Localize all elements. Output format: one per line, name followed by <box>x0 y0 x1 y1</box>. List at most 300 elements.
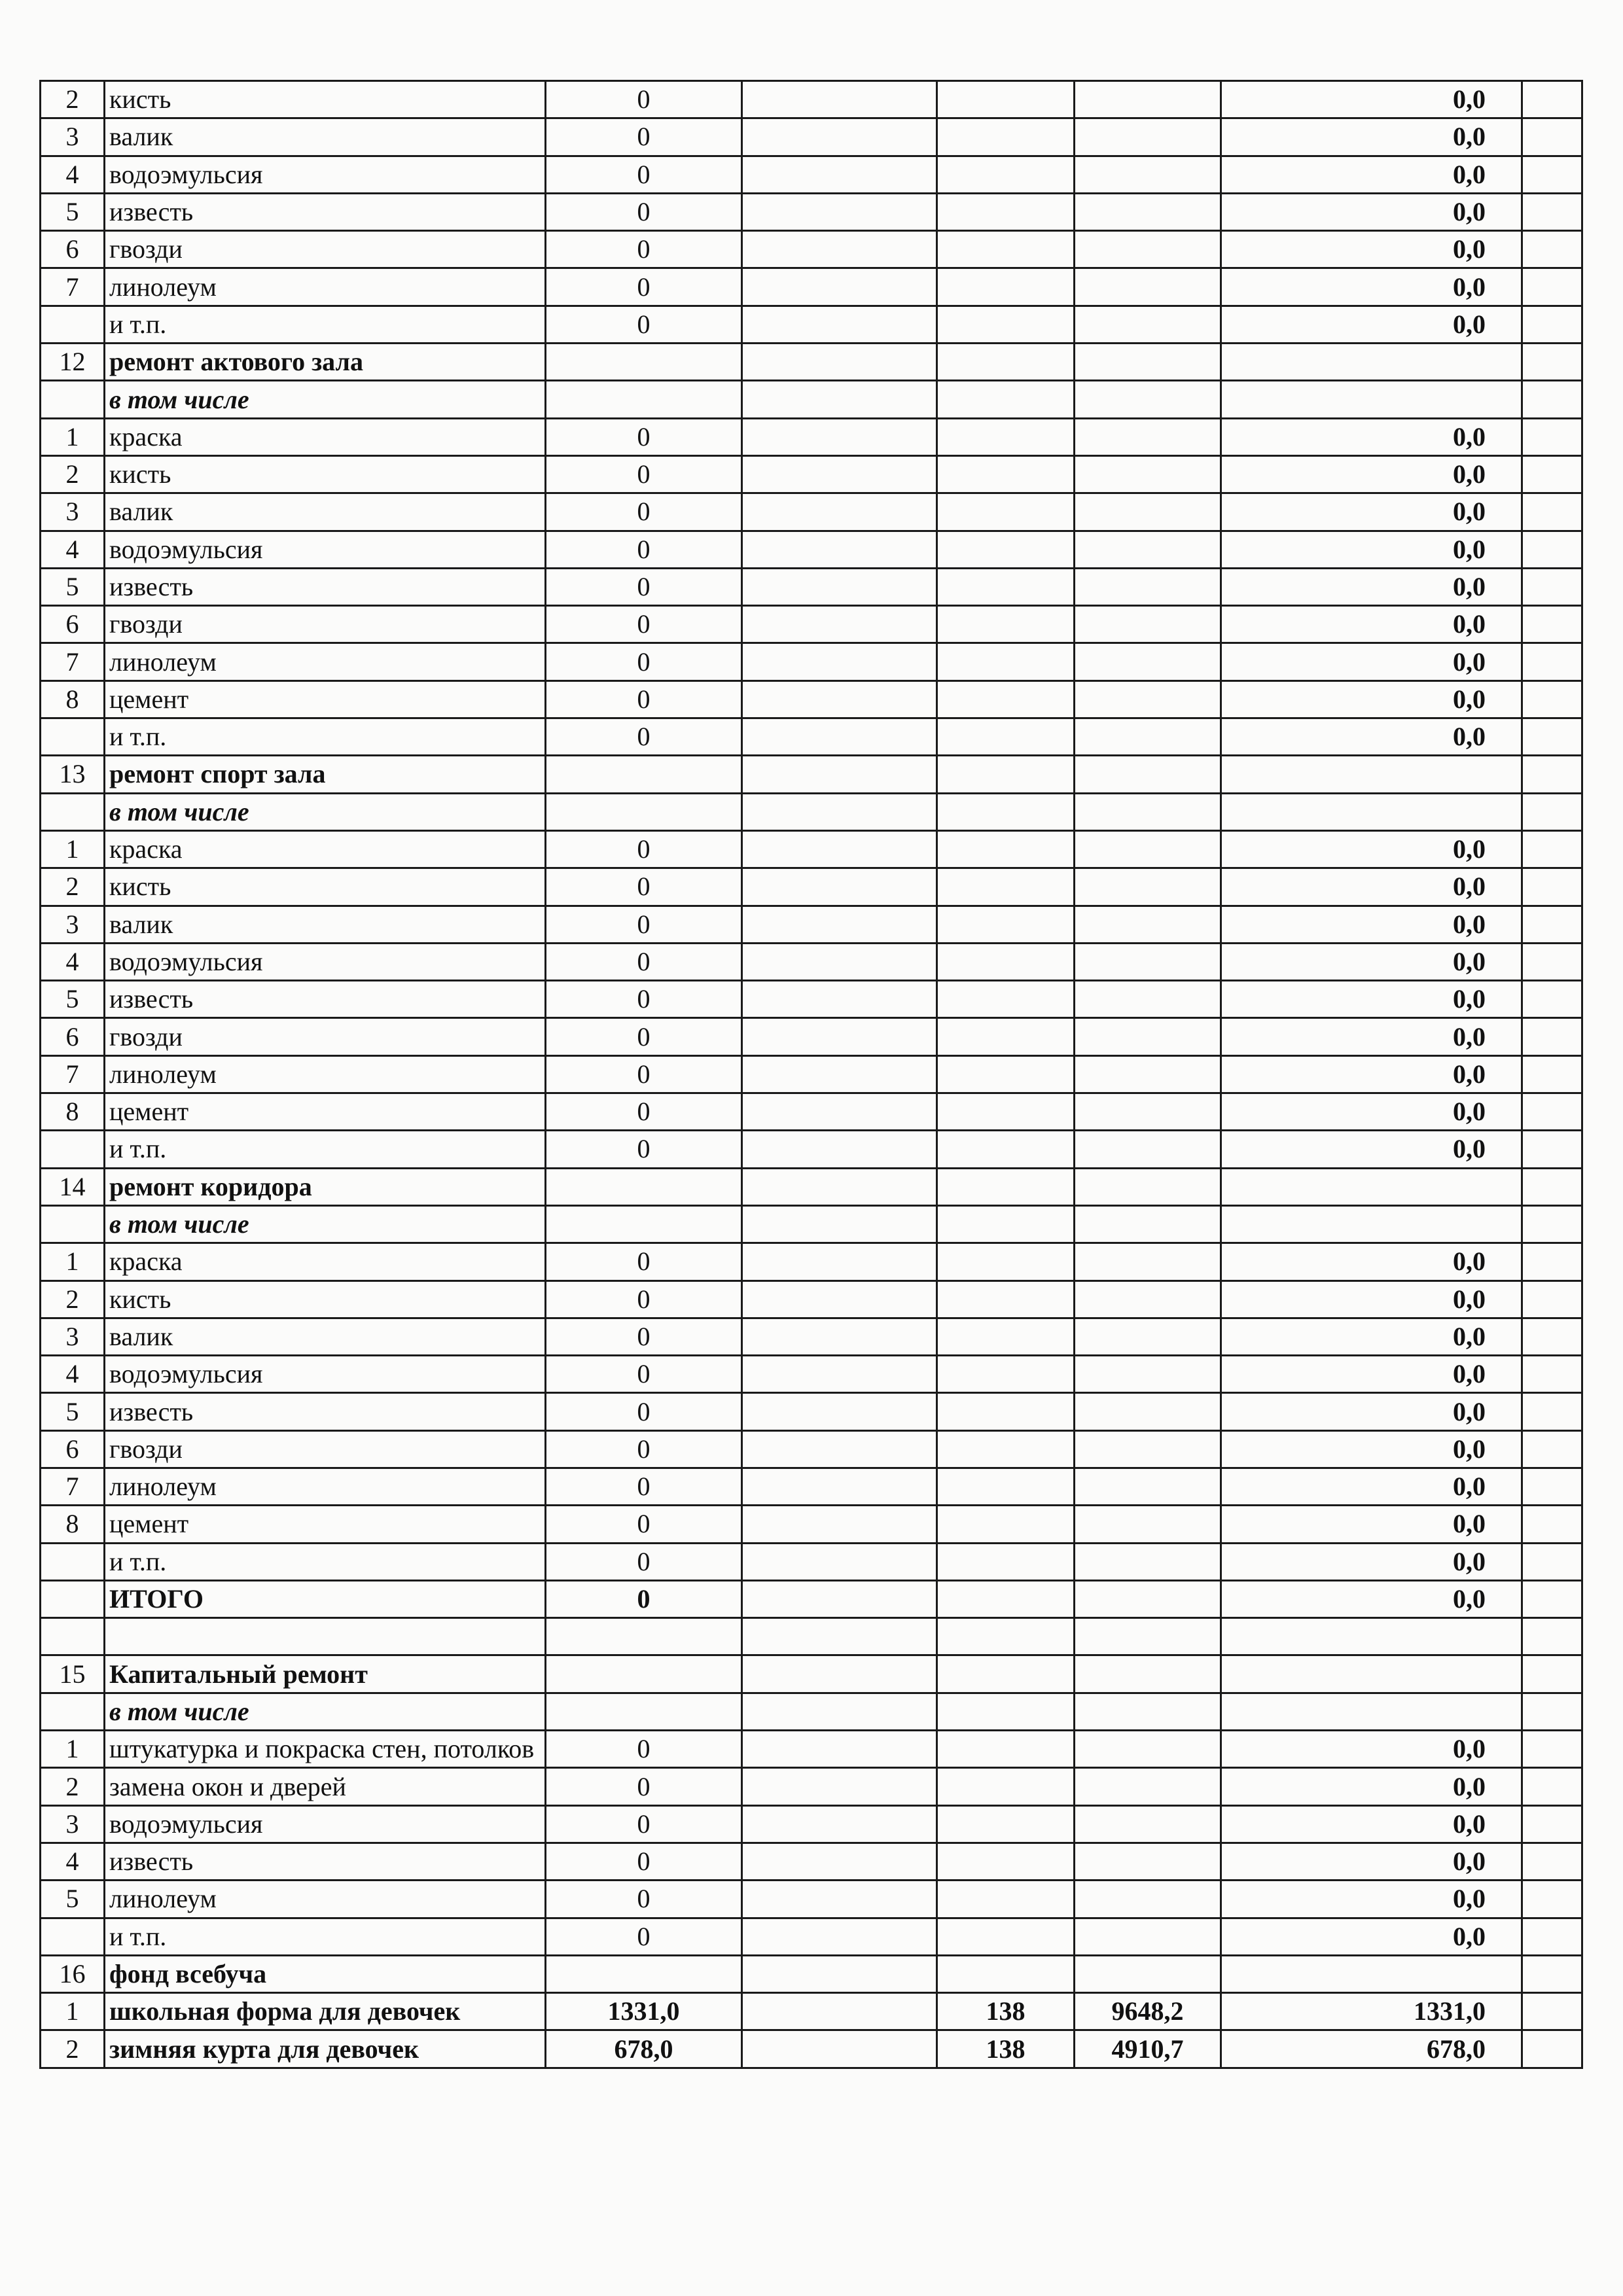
extra-cell <box>742 306 937 343</box>
sum-cell <box>1075 1205 1221 1243</box>
note-cell <box>1522 1430 1582 1468</box>
sum-cell <box>1075 943 1221 980</box>
extra-cell <box>742 344 937 381</box>
sum-cell <box>1075 1955 1221 1992</box>
amount-cell: 0 <box>546 1843 742 1880</box>
table-row <box>41 868 1582 906</box>
quantity-cell <box>937 568 1075 605</box>
amount-cell: 0 <box>546 1280 742 1318</box>
total-cell <box>1221 381 1522 418</box>
quantity-cell <box>937 1955 1075 1992</box>
extra-cell <box>742 1205 937 1243</box>
sum-cell <box>1075 1018 1221 1055</box>
extra-cell <box>742 1768 937 1805</box>
note-cell <box>1522 2030 1582 2068</box>
table-row <box>41 981 1582 1018</box>
total-cell: 0,0 <box>1221 1918 1522 1955</box>
total-cell: 0,0 <box>1221 1055 1522 1093</box>
total-cell: 0,0 <box>1221 193 1522 230</box>
extra-cell <box>742 1055 937 1093</box>
row-number-cell: 7 <box>41 268 105 306</box>
quantity-cell <box>937 1131 1075 1168</box>
total-cell: 0,0 <box>1221 1093 1522 1131</box>
quantity-cell <box>937 1655 1075 1693</box>
sum-cell <box>1075 1655 1221 1693</box>
row-number-cell: 7 <box>41 1055 105 1093</box>
total-cell: 0,0 <box>1221 1805 1522 1843</box>
note-cell <box>1522 1205 1582 1243</box>
note-cell <box>1522 306 1582 343</box>
quantity-cell <box>937 1693 1075 1730</box>
table-row <box>41 793 1582 830</box>
sum-cell <box>1075 981 1221 1018</box>
sum-cell <box>1075 1468 1221 1505</box>
amount-cell: 0 <box>546 418 742 455</box>
sum-cell <box>1075 680 1221 718</box>
extra-cell <box>742 680 937 718</box>
extra-cell <box>742 1131 937 1168</box>
amount-cell: 0 <box>546 1580 742 1617</box>
quantity-cell <box>937 1430 1075 1468</box>
sum-cell <box>1075 1805 1221 1843</box>
item-name-cell: ИТОГО <box>105 1580 546 1617</box>
extra-cell <box>742 981 937 1018</box>
amount-cell: 678,0 <box>546 2030 742 2068</box>
sum-cell <box>1075 1356 1221 1393</box>
row-number-cell: 6 <box>41 1018 105 1055</box>
item-name-cell <box>105 1618 546 1655</box>
row-number-cell <box>41 718 105 756</box>
amount-cell: 0 <box>546 118 742 156</box>
total-cell: 0,0 <box>1221 493 1522 531</box>
total-cell: 0,0 <box>1221 418 1522 455</box>
quantity-cell <box>937 1055 1075 1093</box>
amount-cell: 0 <box>546 1918 742 1955</box>
sum-cell <box>1075 531 1221 568</box>
total-cell: 0,0 <box>1221 1843 1522 1880</box>
table-row <box>41 1955 1582 1992</box>
amount-cell: 0 <box>546 231 742 268</box>
item-name-cell: цемент <box>105 680 546 718</box>
item-name-cell: валик <box>105 1318 546 1355</box>
extra-cell <box>742 568 937 605</box>
total-cell: 0,0 <box>1221 1468 1522 1505</box>
item-name-cell: ремонт актового зала <box>105 344 546 381</box>
row-number-cell: 3 <box>41 118 105 156</box>
sum-cell <box>1075 756 1221 793</box>
item-name-cell: и т.п. <box>105 1918 546 1955</box>
row-number-cell: 7 <box>41 1468 105 1505</box>
table-row <box>41 1543 1582 1580</box>
amount-cell: 0 <box>546 1243 742 1280</box>
table-row <box>41 455 1582 493</box>
item-name-cell: линолеум <box>105 1468 546 1505</box>
quantity-cell <box>937 1580 1075 1617</box>
quantity-cell <box>937 118 1075 156</box>
table-row <box>41 1618 1582 1655</box>
quantity-cell <box>937 1093 1075 1131</box>
item-name-cell: кисть <box>105 1280 546 1318</box>
note-cell <box>1522 455 1582 493</box>
table-row <box>41 1693 1582 1730</box>
row-number-cell: 6 <box>41 606 105 643</box>
amount-cell <box>546 1205 742 1243</box>
row-number-cell: 16 <box>41 1955 105 1992</box>
note-cell <box>1522 1280 1582 1318</box>
quantity-cell <box>937 1356 1075 1393</box>
quantity-cell <box>937 718 1075 756</box>
amount-cell: 0 <box>546 643 742 680</box>
note-cell <box>1522 1805 1582 1843</box>
table-row <box>41 344 1582 381</box>
item-name-cell: линолеум <box>105 1055 546 1093</box>
extra-cell <box>742 1393 937 1430</box>
quantity-cell <box>937 1543 1075 1580</box>
amount-cell <box>546 381 742 418</box>
quantity-cell <box>937 1843 1075 1880</box>
table-row <box>41 1393 1582 1430</box>
quantity-cell <box>937 1918 1075 1955</box>
amount-cell: 0 <box>546 1768 742 1805</box>
table-row <box>41 1093 1582 1131</box>
quantity-cell <box>937 1468 1075 1505</box>
total-cell: 0,0 <box>1221 718 1522 756</box>
table-row <box>41 306 1582 343</box>
note-cell <box>1522 1955 1582 1992</box>
item-name-cell: цемент <box>105 1093 546 1131</box>
quantity-cell <box>937 943 1075 980</box>
quantity-cell <box>937 1618 1075 1655</box>
extra-cell <box>742 418 937 455</box>
extra-cell <box>742 268 937 306</box>
total-cell: 1331,0 <box>1221 1993 1522 2030</box>
extra-cell <box>742 1843 937 1880</box>
quantity-cell <box>937 268 1075 306</box>
amount-cell: 0 <box>546 1018 742 1055</box>
extra-cell <box>742 156 937 193</box>
row-number-cell: 1 <box>41 830 105 868</box>
amount-cell: 0 <box>546 1055 742 1093</box>
quantity-cell <box>937 981 1075 1018</box>
amount-cell <box>546 1693 742 1730</box>
row-number-cell: 3 <box>41 1805 105 1843</box>
sum-cell <box>1075 81 1221 118</box>
row-number-cell: 2 <box>41 1280 105 1318</box>
row-number-cell: 1 <box>41 1243 105 1280</box>
note-cell <box>1522 1693 1582 1730</box>
extra-cell <box>742 1731 937 1768</box>
extra-cell <box>742 1618 937 1655</box>
sum-cell <box>1075 193 1221 230</box>
amount-cell: 0 <box>546 1393 742 1430</box>
item-name-cell: замена окон и дверей <box>105 1768 546 1805</box>
total-cell <box>1221 1618 1522 1655</box>
item-name-cell: и т.п. <box>105 306 546 343</box>
total-cell: 0,0 <box>1221 1543 1522 1580</box>
item-name-cell: линолеум <box>105 268 546 306</box>
note-cell <box>1522 1356 1582 1393</box>
extra-cell <box>742 606 937 643</box>
quantity-cell <box>937 81 1075 118</box>
estimate-table <box>39 80 1583 2069</box>
item-name-cell: известь <box>105 1393 546 1430</box>
row-number-cell <box>41 1693 105 1730</box>
amount-cell: 0 <box>546 1356 742 1393</box>
sum-cell: 9648,2 <box>1075 1993 1221 2030</box>
sum-cell <box>1075 156 1221 193</box>
note-cell <box>1522 81 1582 118</box>
total-cell: 0,0 <box>1221 643 1522 680</box>
amount-cell <box>546 1168 742 1205</box>
table-row <box>41 1168 1582 1205</box>
extra-cell <box>742 793 937 830</box>
sum-cell <box>1075 606 1221 643</box>
sum-cell <box>1075 1618 1221 1655</box>
note-cell <box>1522 1393 1582 1430</box>
sum-cell <box>1075 906 1221 943</box>
note-cell <box>1522 1580 1582 1617</box>
total-cell: 0,0 <box>1221 1430 1522 1468</box>
note-cell <box>1522 756 1582 793</box>
sum-cell <box>1075 643 1221 680</box>
table-row <box>41 718 1582 756</box>
extra-cell <box>742 1543 937 1580</box>
quantity-cell <box>937 1393 1075 1430</box>
note-cell <box>1522 793 1582 830</box>
extra-cell <box>742 1093 937 1131</box>
extra-cell <box>742 455 937 493</box>
row-number-cell: 5 <box>41 1881 105 1918</box>
extra-cell <box>742 1430 937 1468</box>
quantity-cell <box>937 344 1075 381</box>
total-cell: 0,0 <box>1221 306 1522 343</box>
table-row <box>41 756 1582 793</box>
sum-cell <box>1075 268 1221 306</box>
sum-cell <box>1075 568 1221 605</box>
sum-cell <box>1075 455 1221 493</box>
quantity-cell <box>937 606 1075 643</box>
amount-cell: 0 <box>546 868 742 906</box>
item-name-cell: валик <box>105 906 546 943</box>
extra-cell <box>742 830 937 868</box>
note-cell <box>1522 1093 1582 1131</box>
extra-cell <box>742 1693 937 1730</box>
note-cell <box>1522 680 1582 718</box>
item-name-cell: известь <box>105 193 546 230</box>
row-number-cell: 6 <box>41 1430 105 1468</box>
total-cell: 0,0 <box>1221 943 1522 980</box>
table-row <box>41 1055 1582 1093</box>
row-number-cell <box>41 1131 105 1168</box>
quantity-cell <box>937 1280 1075 1318</box>
quantity-cell <box>937 531 1075 568</box>
table-row <box>41 156 1582 193</box>
total-cell <box>1221 1205 1522 1243</box>
item-name-cell: известь <box>105 568 546 605</box>
total-cell: 0,0 <box>1221 906 1522 943</box>
item-name-cell: гвозди <box>105 231 546 268</box>
total-cell: 0,0 <box>1221 118 1522 156</box>
item-name-cell: краска <box>105 1243 546 1280</box>
extra-cell <box>742 1918 937 1955</box>
item-name-cell: цемент <box>105 1506 546 1543</box>
note-cell <box>1522 981 1582 1018</box>
table-row <box>41 1805 1582 1843</box>
note-cell <box>1522 1018 1582 1055</box>
sum-cell <box>1075 1243 1221 1280</box>
item-name-cell: кисть <box>105 868 546 906</box>
row-number-cell <box>41 1618 105 1655</box>
note-cell <box>1522 1768 1582 1805</box>
amount-cell: 0 <box>546 718 742 756</box>
item-name-cell: краска <box>105 830 546 868</box>
quantity-cell <box>937 756 1075 793</box>
table-row <box>41 493 1582 531</box>
sum-cell <box>1075 1731 1221 1768</box>
sum-cell <box>1075 1280 1221 1318</box>
note-cell <box>1522 1881 1582 1918</box>
total-cell: 0,0 <box>1221 1731 1522 1768</box>
row-number-cell: 5 <box>41 981 105 1018</box>
note-cell <box>1522 1468 1582 1505</box>
item-name-cell: гвозди <box>105 1430 546 1468</box>
item-name-cell: гвозди <box>105 606 546 643</box>
extra-cell <box>742 1993 937 2030</box>
sum-cell <box>1075 381 1221 418</box>
row-number-cell <box>41 793 105 830</box>
table-row <box>41 1468 1582 1505</box>
quantity-cell <box>937 906 1075 943</box>
quantity-cell <box>937 643 1075 680</box>
table-row <box>41 1731 1582 1768</box>
item-name-cell: валик <box>105 118 546 156</box>
note-cell <box>1522 1506 1582 1543</box>
table-row <box>41 418 1582 455</box>
total-cell <box>1221 1693 1522 1730</box>
table-row <box>41 231 1582 268</box>
total-cell: 0,0 <box>1221 1768 1522 1805</box>
row-number-cell: 4 <box>41 1843 105 1880</box>
extra-cell <box>742 643 937 680</box>
amount-cell: 0 <box>546 531 742 568</box>
total-cell: 0,0 <box>1221 268 1522 306</box>
sum-cell <box>1075 1768 1221 1805</box>
amount-cell <box>546 1618 742 1655</box>
amount-cell <box>546 793 742 830</box>
quantity-cell <box>937 418 1075 455</box>
note-cell <box>1522 1243 1582 1280</box>
item-name-cell: водоэмульсия <box>105 1805 546 1843</box>
amount-cell: 1331,0 <box>546 1993 742 2030</box>
note-cell <box>1522 418 1582 455</box>
row-number-cell: 13 <box>41 756 105 793</box>
note-cell <box>1522 156 1582 193</box>
table-row <box>41 81 1582 118</box>
sum-cell <box>1075 1843 1221 1880</box>
extra-cell <box>742 231 937 268</box>
item-name-cell: фонд всебуча <box>105 1955 546 1992</box>
sum-cell <box>1075 793 1221 830</box>
extra-cell <box>742 1881 937 1918</box>
row-number-cell: 2 <box>41 1768 105 1805</box>
note-cell <box>1522 1843 1582 1880</box>
note-cell <box>1522 868 1582 906</box>
row-number-cell <box>41 1580 105 1617</box>
item-name-cell: ремонт спорт зала <box>105 756 546 793</box>
total-cell <box>1221 1655 1522 1693</box>
total-cell: 0,0 <box>1221 531 1522 568</box>
note-cell <box>1522 531 1582 568</box>
table-row <box>41 268 1582 306</box>
row-number-cell: 2 <box>41 2030 105 2068</box>
row-number-cell: 6 <box>41 231 105 268</box>
item-name-cell: кисть <box>105 81 546 118</box>
total-cell: 0,0 <box>1221 1131 1522 1168</box>
row-number-cell: 14 <box>41 1168 105 1205</box>
row-number-cell: 8 <box>41 680 105 718</box>
sum-cell <box>1075 1131 1221 1168</box>
amount-cell: 0 <box>546 981 742 1018</box>
sum-cell <box>1075 418 1221 455</box>
row-number-cell <box>41 1918 105 1955</box>
extra-cell <box>742 1318 937 1355</box>
row-number-cell: 2 <box>41 868 105 906</box>
sum-cell <box>1075 1168 1221 1205</box>
amount-cell: 0 <box>546 680 742 718</box>
table-row <box>41 830 1582 868</box>
item-name-cell: ремонт коридора <box>105 1168 546 1205</box>
total-cell <box>1221 1955 1522 1992</box>
table-row <box>41 2030 1582 2068</box>
extra-cell <box>742 1018 937 1055</box>
total-cell: 0,0 <box>1221 1243 1522 1280</box>
total-cell: 0,0 <box>1221 1881 1522 1918</box>
table-row <box>41 118 1582 156</box>
note-cell <box>1522 1731 1582 1768</box>
extra-cell <box>742 906 937 943</box>
note-cell <box>1522 1618 1582 1655</box>
extra-cell <box>742 1805 937 1843</box>
note-cell <box>1522 718 1582 756</box>
table-row <box>41 1768 1582 1805</box>
amount-cell: 0 <box>546 268 742 306</box>
total-cell: 0,0 <box>1221 981 1522 1018</box>
extra-cell <box>742 381 937 418</box>
total-cell: 0,0 <box>1221 1318 1522 1355</box>
table-row <box>41 568 1582 605</box>
table-row <box>41 1318 1582 1355</box>
quantity-cell <box>937 680 1075 718</box>
table-row <box>41 1280 1582 1318</box>
extra-cell <box>742 1655 937 1693</box>
row-number-cell: 1 <box>41 1993 105 2030</box>
extra-cell <box>742 1243 937 1280</box>
table-row <box>41 1243 1582 1280</box>
row-number-cell: 4 <box>41 1356 105 1393</box>
item-name-cell: водоэмульсия <box>105 156 546 193</box>
sum-cell <box>1075 306 1221 343</box>
amount-cell: 0 <box>546 568 742 605</box>
sum-cell <box>1075 1693 1221 1730</box>
table-row <box>41 643 1582 680</box>
item-name-cell: известь <box>105 1843 546 1880</box>
table-row <box>41 1655 1582 1693</box>
row-number-cell: 2 <box>41 455 105 493</box>
row-number-cell: 5 <box>41 1393 105 1430</box>
note-cell <box>1522 643 1582 680</box>
total-cell: 0,0 <box>1221 1356 1522 1393</box>
item-name-cell: валик <box>105 493 546 531</box>
